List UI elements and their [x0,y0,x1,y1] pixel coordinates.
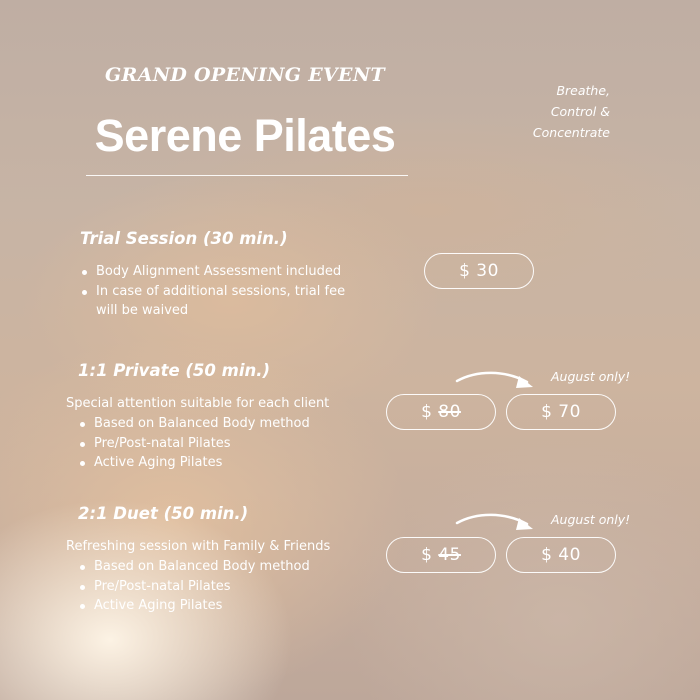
list-item: Based on Balanced Body method [78,557,378,577]
duet-old-price-badge [386,537,496,573]
list-item [80,282,380,321]
private-old-currency: $ [421,402,433,422]
tagline-line: Breathe, [556,83,610,98]
tagline [533,80,610,143]
duet-new-price-badge [506,537,616,573]
trial-bullet-list [80,262,380,321]
duet-old-amount: 45 [438,545,461,565]
trial-title: Trial Session (30 min.) [80,229,288,248]
private-description: Special attention suitable for each client [66,396,330,411]
private-title: 1:1 Private (50 min.) [78,361,271,380]
trial-details [80,262,380,321]
duet-old-currency: $ [421,545,433,565]
curved-arrow-icon [455,510,537,536]
list-item: Pre/Post-natal Pilates [78,577,378,597]
trial-price: $ 30 [459,261,499,281]
duet-title: 2:1 Duet (50 min.) [78,504,249,523]
list-item: Body Alignment Assessment included [80,262,380,282]
title-divider [86,175,408,176]
list-item: Active Aging Pilates [78,453,378,473]
list-item: Pre/Post-natal Pilates [78,434,378,454]
private-promo-note: August only! [551,369,631,384]
list-item-text: In case of additional sessions, trial fee [96,283,346,299]
private-details [78,414,378,473]
studio-title: Serene Pilates [94,110,396,161]
duet-new-price: $ 40 [541,545,581,565]
private-new-price-badge [506,394,616,430]
duet-bullet-list [78,557,378,616]
curved-arrow-icon [455,368,537,394]
list-item-text: will be waived [96,303,189,318]
trial-price-badge [424,253,534,289]
private-old-amount: 80 [438,402,461,422]
private-bullet-list [78,414,378,473]
duet-promo-note: August only! [551,512,631,527]
event-subtitle: GRAND OPENING EVENT [105,64,385,86]
private-new-price: $ 70 [541,402,581,422]
tagline-line: Concentrate [532,125,610,140]
tagline-line: Control & [550,104,610,119]
list-item: Active Aging Pilates [78,596,378,616]
duet-details [78,557,378,616]
duet-description: Refreshing session with Family & Friends [66,539,331,554]
private-old-price-badge [386,394,496,430]
list-item: Based on Balanced Body method [78,414,378,434]
